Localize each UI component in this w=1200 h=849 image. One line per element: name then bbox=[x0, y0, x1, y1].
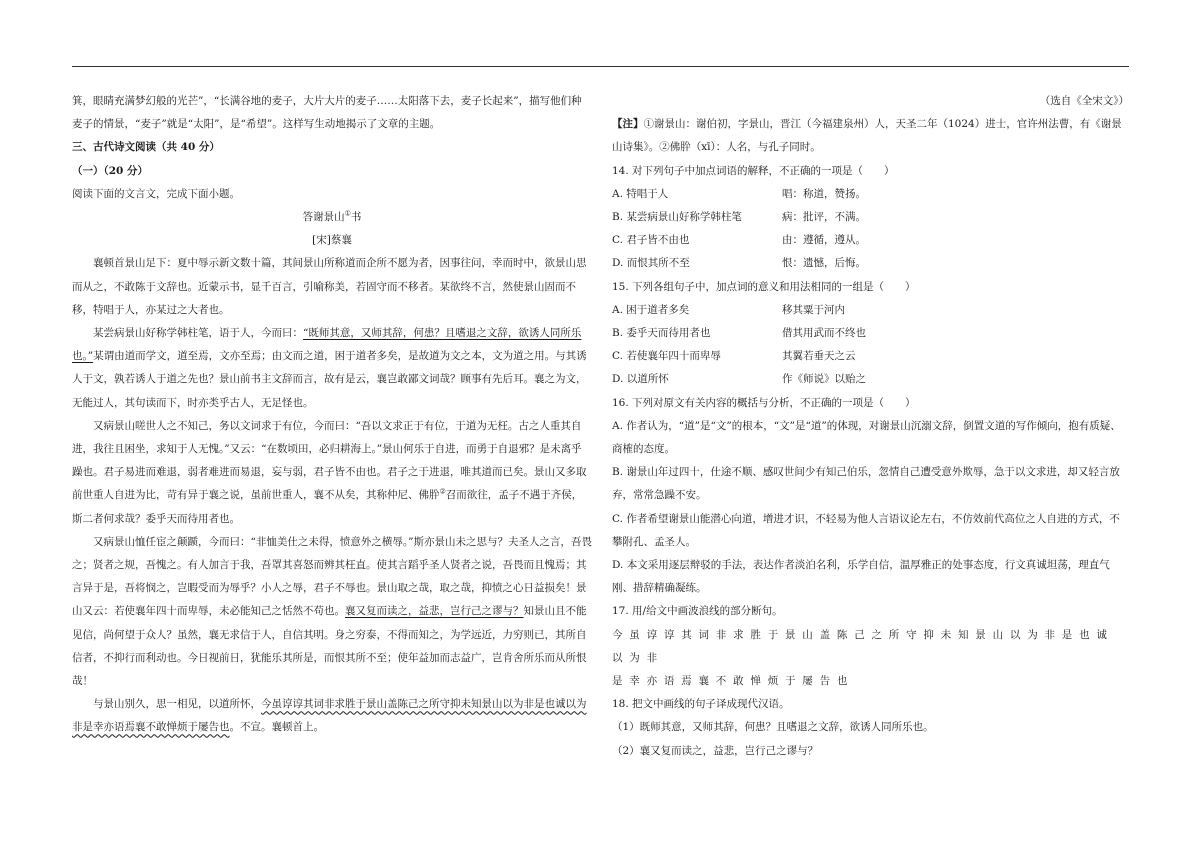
question-17: 17. 用/给文中画波浪线的部分断句。 bbox=[612, 605, 783, 618]
q15-option: D. 以道所怀 作《师说》以贻之 bbox=[612, 373, 866, 386]
passage-paragraph-2: 某尝病景山好称学韩柱笔，语于人，今而曰：“既师其意，又师其辞，何患？且嗜退之文辞，欲诱人同所乐也。”某谓由道而学文，道至焉，文亦至焉；由文而之道，困于道者多矣，是故道为文之本，文为道之用。与其诱人于文，孰若诱人于道之先也？景山前书主文辞而言，故有是云，襄岂敢鄙文词哉？顾事有先后耳。襄之为文，无能过人，其句读而下，时亦类乎古人，无足怪也。 bbox=[72, 327, 587, 409]
q15-option: C. 若使襄年四十而卑辱 其翼若垂天之云 bbox=[612, 350, 856, 363]
passage-source: （选自《全宋文》） bbox=[1039, 95, 1129, 107]
question-16: 16. 下列对原文有关内容的概括与分析，不正确的一项是（ ） bbox=[612, 396, 916, 409]
q18-sentence-1: （1）既师其意，又师其辞，何患？且嗜退之文辞，欲诱人同所乐也。 bbox=[612, 721, 934, 734]
reading-instruction: 阅读下面的文言文，完成下面小题。 bbox=[72, 187, 240, 200]
left-column bbox=[72, 90, 592, 740]
header-rule bbox=[72, 66, 1129, 67]
passage-paragraph-4: 又病景山恤任宦之颠踬，今而曰：“非恤美仕之未得，愤意外之横辱。”斯亦景山未之思与？夫圣人之言，吾畏之；贤者之规，吾愧之。有人加言于我，吾罩其喜怒而辨其枉直。使其言蹈乎圣人贤者之说，吾畏而且愧焉；其言异于是，吾将悯之，岂暇受而为辱乎？小人之辱，君子不辱也。景山取之哉，取之哉，抑愤之心日益损矣！景山又云：若使襄年四十而卑辱，未必能知己之恬然不苟也。襄又复而读之，益悲，岂行己之谬与？知景山且不能见信，尚何望于众人？虽然，襄无求信于人，自信其明。身之穷泰，不得而知之，为学远近，力穷则已，其所自信者，不抑行而利动也。今日视前日，犹能乐其所是，而恨其所不至；使年益加而志益广，岂肯舍所乐而从所恨哉！ bbox=[72, 535, 592, 688]
q16-option-d: D. 本文采用逐层辩驳的手法，表达作者淡泊名利，乐学自信，温厚雅正的处事态度，行文真诚坦荡，理直气刚、措辞精确凝练。 bbox=[612, 559, 1110, 595]
q18-sentence-2: （2）襄又复而读之，益悲，岂行己之谬与？ bbox=[612, 744, 819, 757]
underlined-sentence-1: “既师其意，又师其辞，何患？且嗜退之文辞，欲诱人同所乐也。” bbox=[72, 327, 582, 363]
q15-option: B. 委乎天而待用者也 借其用武而不终也 bbox=[612, 327, 866, 340]
q15-option: A. 困于道者多矣 移其粟于河内 bbox=[612, 303, 845, 316]
passage-paragraph-5: 与景山别久，思一相见，以道所怀，今虽谆谆其词非求胜于景山盖陈己之所守抑未知景山以为非是也诚以为非是幸亦语焉襄不敢惮烦于屡告也。不宣。襄顿首上。 bbox=[72, 698, 587, 734]
q14-option: C. 君子皆不由也 由：遵循，遵从。 bbox=[612, 234, 866, 247]
right-column bbox=[612, 90, 1129, 763]
q17-text-line-1: 今虽谆谆其词非求胜于景山盖陈己之所守抑未知景山以为非是也诚以为非 bbox=[612, 628, 1114, 664]
passage-paragraph-3: 又病景山嗟世人之不知己，务以文词求于有位，今而曰：“吾以文求正于有位，于道为无枉。古之人重其自进，我往且困坐，求知于人无愧。”又云：“在数顷田，必归耕海上。”景山何乐于自进，而勇于自退邪？是未离乎躁也。君子易进而难退，弱者难进而易退，妄与弱，君子皆不由也。君子之于进退，唯其道而已矣。景山又多取前世重人自进为比，苛有异于襄之说，虽前世重人，襄不从矣，其称仲尼、佛肸②召而欲往，孟子不遇于齐侯，斯二者何求哉？委乎天而待用者也。 bbox=[72, 419, 587, 525]
question-15: 15. 下列各组句子中，加点词的意义和用法相同的一组是（ ） bbox=[612, 280, 916, 293]
q16-option-b: B. 谢景山年过四十，仕途不顺、感叹世间少有知己伯乐，忽情自己遭受意外欺辱，急于以文求进，却又轻言放弃，常常急躁不安。 bbox=[612, 466, 1120, 502]
section-title: 三、古代诗文阅读（共 40 分） bbox=[72, 141, 220, 154]
q16-option-c: C. 作者希望谢景山能潜心向道，增进才识，不轻易为他人言语议论左右，不仿效前代高位之人自进的方式，不攀附孔、孟圣人。 bbox=[612, 512, 1120, 548]
subsection-title: （一）（20 分） bbox=[72, 164, 149, 177]
q16-option-a: A. 作者认为，“道”是“文”的根本，“文”是“道”的体现，对谢景山沉溺文辞，倒置文道的写作倾向，抱有质疑、商榷的态度。 bbox=[612, 419, 1121, 456]
passage-author: [宋]蔡襄 bbox=[312, 234, 352, 247]
q14-option: D. 而恨其所不至 恨：遗憾，后悔。 bbox=[612, 257, 866, 270]
passage-title: 答谢景山①书 bbox=[302, 209, 362, 224]
passage-paragraph-1: 襄顿首景山足下：夏中辱示新文数十篇，其间景山所称道而企所不愿为者，因事往问，幸而时中，欲景山思而从之，不敢陈于文辞也。近蒙示书，显千百言，引喻称美，若固守而不移者。某欲终不言，然使景山固而不移，特唱于人，亦某过之大者也。 bbox=[72, 257, 587, 316]
q14-option: B. 某尝病景山好称学韩柱笔 病：批评，不满。 bbox=[612, 211, 866, 224]
question-14: 14. 对下列句子中加点词语的解释，不正确的一项是（ ） bbox=[612, 164, 895, 177]
q17-text-line-2: 是幸亦语焉襄不敢惮烦于屡告也 bbox=[612, 675, 855, 688]
intro-paragraph: 箕，眼睛充满梦幻般的光芒”，“长满谷地的麦子，大片大片的麦子……太阳落下去，麦子长起来”，描写他们种麦子的情景，“麦子”就是“太阳”，是“希望”。这样写生动地揭示了文章的主题。 bbox=[72, 95, 582, 131]
question-18: 18. 把文中画线的句子译成现代汉语。 bbox=[612, 698, 790, 711]
q14-option: A. 特唱于人 唱：称道，赞扬。 bbox=[612, 187, 866, 200]
passage-notes: 【注】①谢景山：谢伯初，字景山，晋江（今福建泉州）人，天圣二年（1024）进士，官许州法曹，有《谢景山诗集》。②佛肸（xī）：人名，与孔子同时。 bbox=[612, 118, 1122, 154]
underlined-sentence-2: 襄又复而读之，益悲，岂行己之谬与？ bbox=[345, 605, 524, 618]
wavy-underlined-passage: 今虽谆谆其词非求胜于景山盖陈己之所守抑未知景山以为非是也诚以为非是幸亦语焉襄不敢惮烦于屡告也 bbox=[72, 698, 587, 734]
